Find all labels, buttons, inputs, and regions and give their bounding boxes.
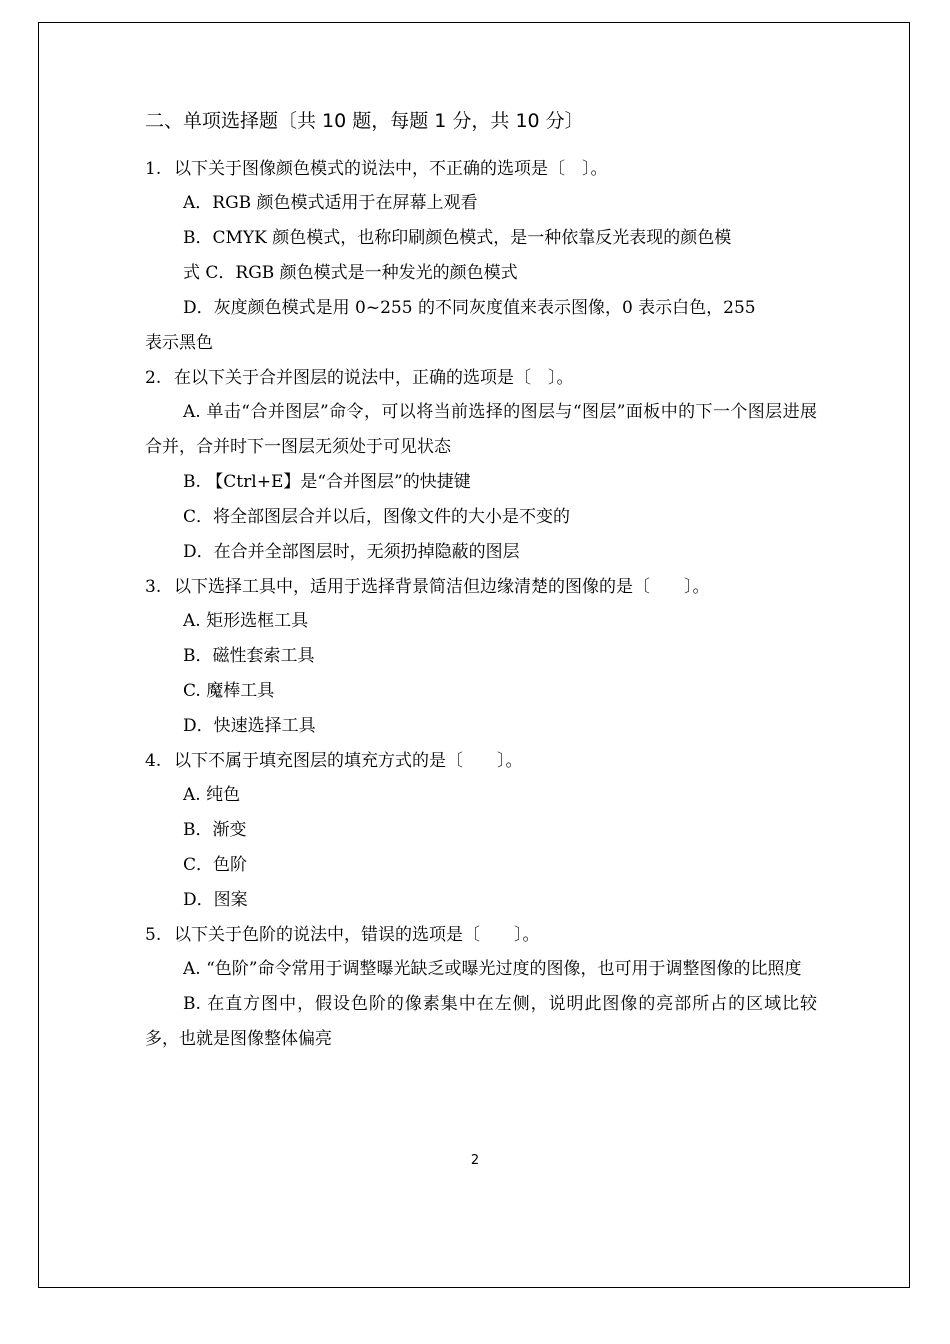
question-3-option-d: D．快速选择工具	[183, 716, 316, 736]
page-number: 2	[470, 1153, 480, 1168]
question-1-stem	[145, 152, 817, 186]
question-3-stem	[145, 570, 817, 604]
question-number: 3.	[145, 577, 162, 597]
question-2-option-b: B. 【Ctrl+E】是“合并图层”的快捷键	[183, 472, 471, 492]
question-2-option-d: D．在合并全部图层时，无须扔掉隐蔽的图层	[183, 542, 520, 562]
question-4-option-d: D．图案	[183, 890, 248, 910]
question-text: 以下选择工具中，适用于选择背景简洁但边缘清楚的图像的是〔 〕。	[174, 577, 710, 597]
question-1-option-a: A．RGB 颜色模式适用于在屏幕上观看	[183, 193, 478, 213]
section-title: 二、单项选择题〔共 10 题，每题 1 分，共 10 分〕	[145, 110, 584, 132]
question-number: 4.	[145, 751, 162, 771]
question-5-stem	[145, 918, 817, 952]
question-2-option-c: C．将全部图层合并以后，图像文件的大小是不变的	[183, 507, 571, 527]
question-number: 2.	[145, 368, 162, 388]
question-1-option-d: D．灰度颜色模式是用 0~255 的不同灰度值来表示图像，0 表示白色，255	[183, 298, 756, 318]
question-3-option-a: A. 矩形选框工具	[183, 611, 309, 631]
question-5-option-a: A. “色阶”命令常用于调整曝光缺乏或曝光过度的图像，也可用于调整图像的比照度	[183, 959, 802, 979]
question-1-option-c: 式 C．RGB 颜色模式是一种发光的颜色模式	[183, 263, 518, 283]
question-text: 在以下关于合并图层的说法中，正确的选项是〔 〕。	[174, 368, 574, 388]
question-number: 5.	[145, 925, 162, 945]
question-4-stem	[145, 744, 817, 778]
question-2-stem	[145, 361, 817, 395]
question-3-option-c: C. 魔棒工具	[183, 681, 275, 701]
question-4-option-b: B．渐变	[183, 820, 247, 840]
question-4-option-c: C．色阶	[183, 855, 248, 875]
question-text: 以下不属于填充图层的填充方式的是〔 〕。	[174, 751, 523, 771]
question-5-option-b: B. 在直方图中，假设色阶的像素集中在左侧，说明此图像的亮部所占的区域比较多，也就是图像整体偏亮	[145, 994, 817, 1049]
question-3-option-b: B．磁性套索工具	[183, 646, 315, 666]
question-number: 1.	[145, 159, 162, 179]
question-2-option-a: A. 单击“合并图层”命令，可以将当前选择的图层与“图层”面板中的下一个图层进展合并，合并时下一图层无须处于可见状态	[145, 402, 817, 457]
question-1-option-b: B．CMYK 颜色模式，也称印刷颜色模式，是一种依靠反光表现的颜色模	[183, 228, 732, 248]
document-body	[145, 104, 817, 1057]
question-4-option-a: A. 纯色	[183, 785, 241, 805]
question-text: 以下关于色阶的说法中，错误的选项是〔 〕。	[174, 925, 540, 945]
question-1-option-d-continued: 表示黑色	[145, 333, 213, 353]
question-text: 以下关于图像颜色模式的说法中，不正确的选项是〔 〕。	[174, 159, 608, 179]
